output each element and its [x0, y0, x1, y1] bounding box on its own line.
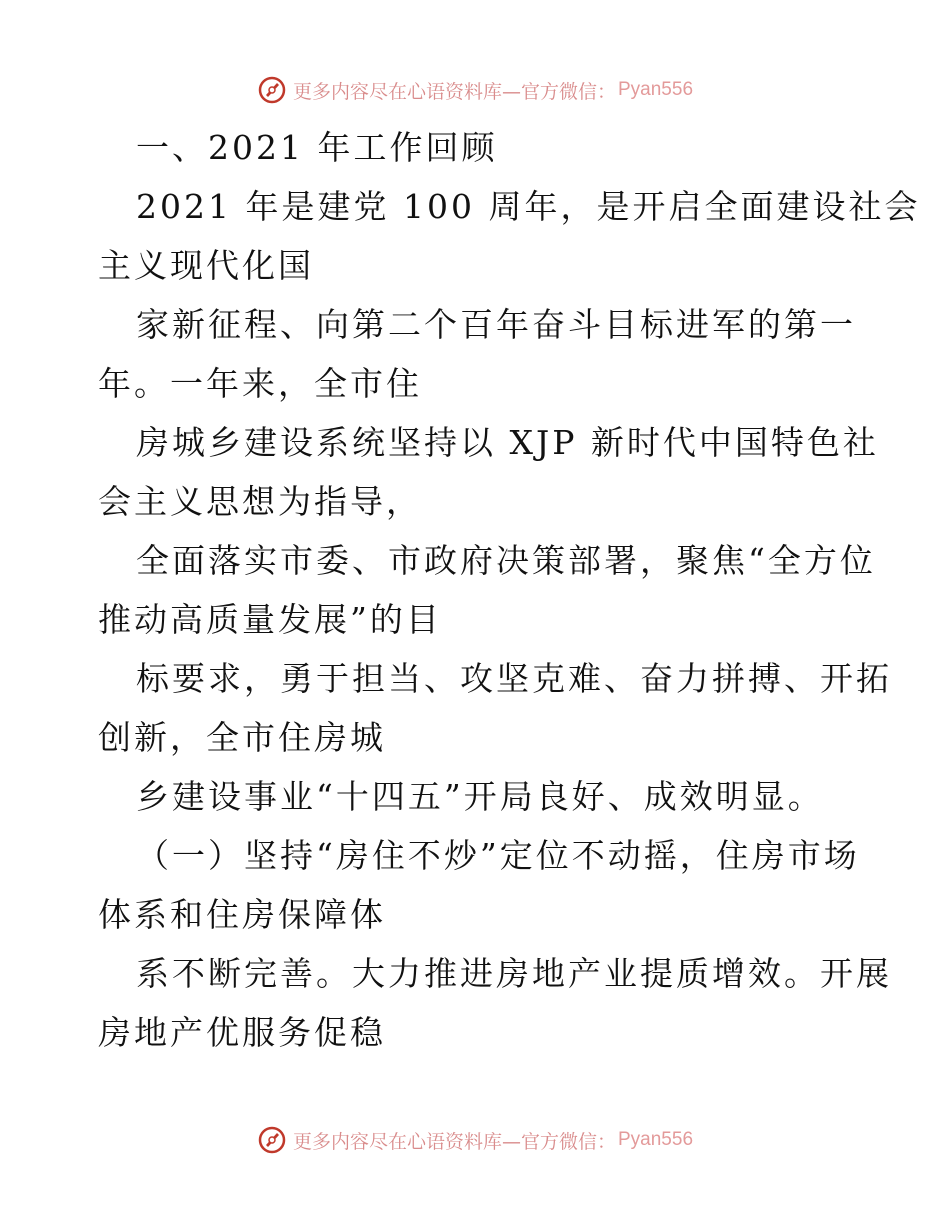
subsection-heading: （一）坚持“房住不炒”定位不动摇，住房市场	[136, 836, 860, 875]
watermark-id: Pyan556	[618, 1129, 694, 1150]
paragraph-line: 2021 年是建党 100 周年，是开启全面建设社会	[136, 187, 921, 226]
paragraph-line: 乡建设事业“十四五”开局良好、成效明显。	[136, 777, 824, 816]
paragraph-line: 房城乡建设系统坚持以 XJP 新时代中国特色社	[136, 423, 879, 462]
paragraph-line: 推动高质量发展”的目	[98, 600, 442, 639]
paragraph-line: 创新，全市住房城	[98, 718, 386, 757]
logo-icon	[257, 1125, 287, 1155]
paragraph-line: 房地产优服务促稳	[98, 1013, 386, 1052]
paragraph-line: 标要求，勇于担当、攻坚克难、奋力拼搏、开拓	[136, 659, 892, 698]
watermark-id: Pyan556	[618, 79, 694, 100]
paragraph-line: 全面落实市委、市政府决策部署，聚焦“全方位	[136, 541, 876, 580]
paragraph-line: 家新征程、向第二个百年奋斗目标进军的第一	[136, 305, 856, 344]
paragraph-line: 年。一年来，全市住	[98, 364, 422, 403]
logo-icon	[257, 75, 287, 105]
paragraph-line: 体系和住房保障体	[98, 895, 386, 934]
paragraph-line: 系不断完善。大力推进房地产业提质增效。开展	[136, 954, 892, 993]
footer-watermark	[0, 1120, 950, 1160]
header-watermark	[0, 70, 950, 110]
watermark-text: 更多内容尽在心语资料库—官方微信：	[292, 80, 616, 103]
watermark-text: 更多内容尽在心语资料库—官方微信：	[292, 1130, 616, 1153]
document-body	[98, 118, 921, 1062]
paragraph-line: 主义现代化国	[98, 246, 314, 285]
paragraph-line: 会主义思想为指导，	[98, 482, 422, 521]
section-heading: 一、2021 年工作回顾	[136, 128, 498, 167]
